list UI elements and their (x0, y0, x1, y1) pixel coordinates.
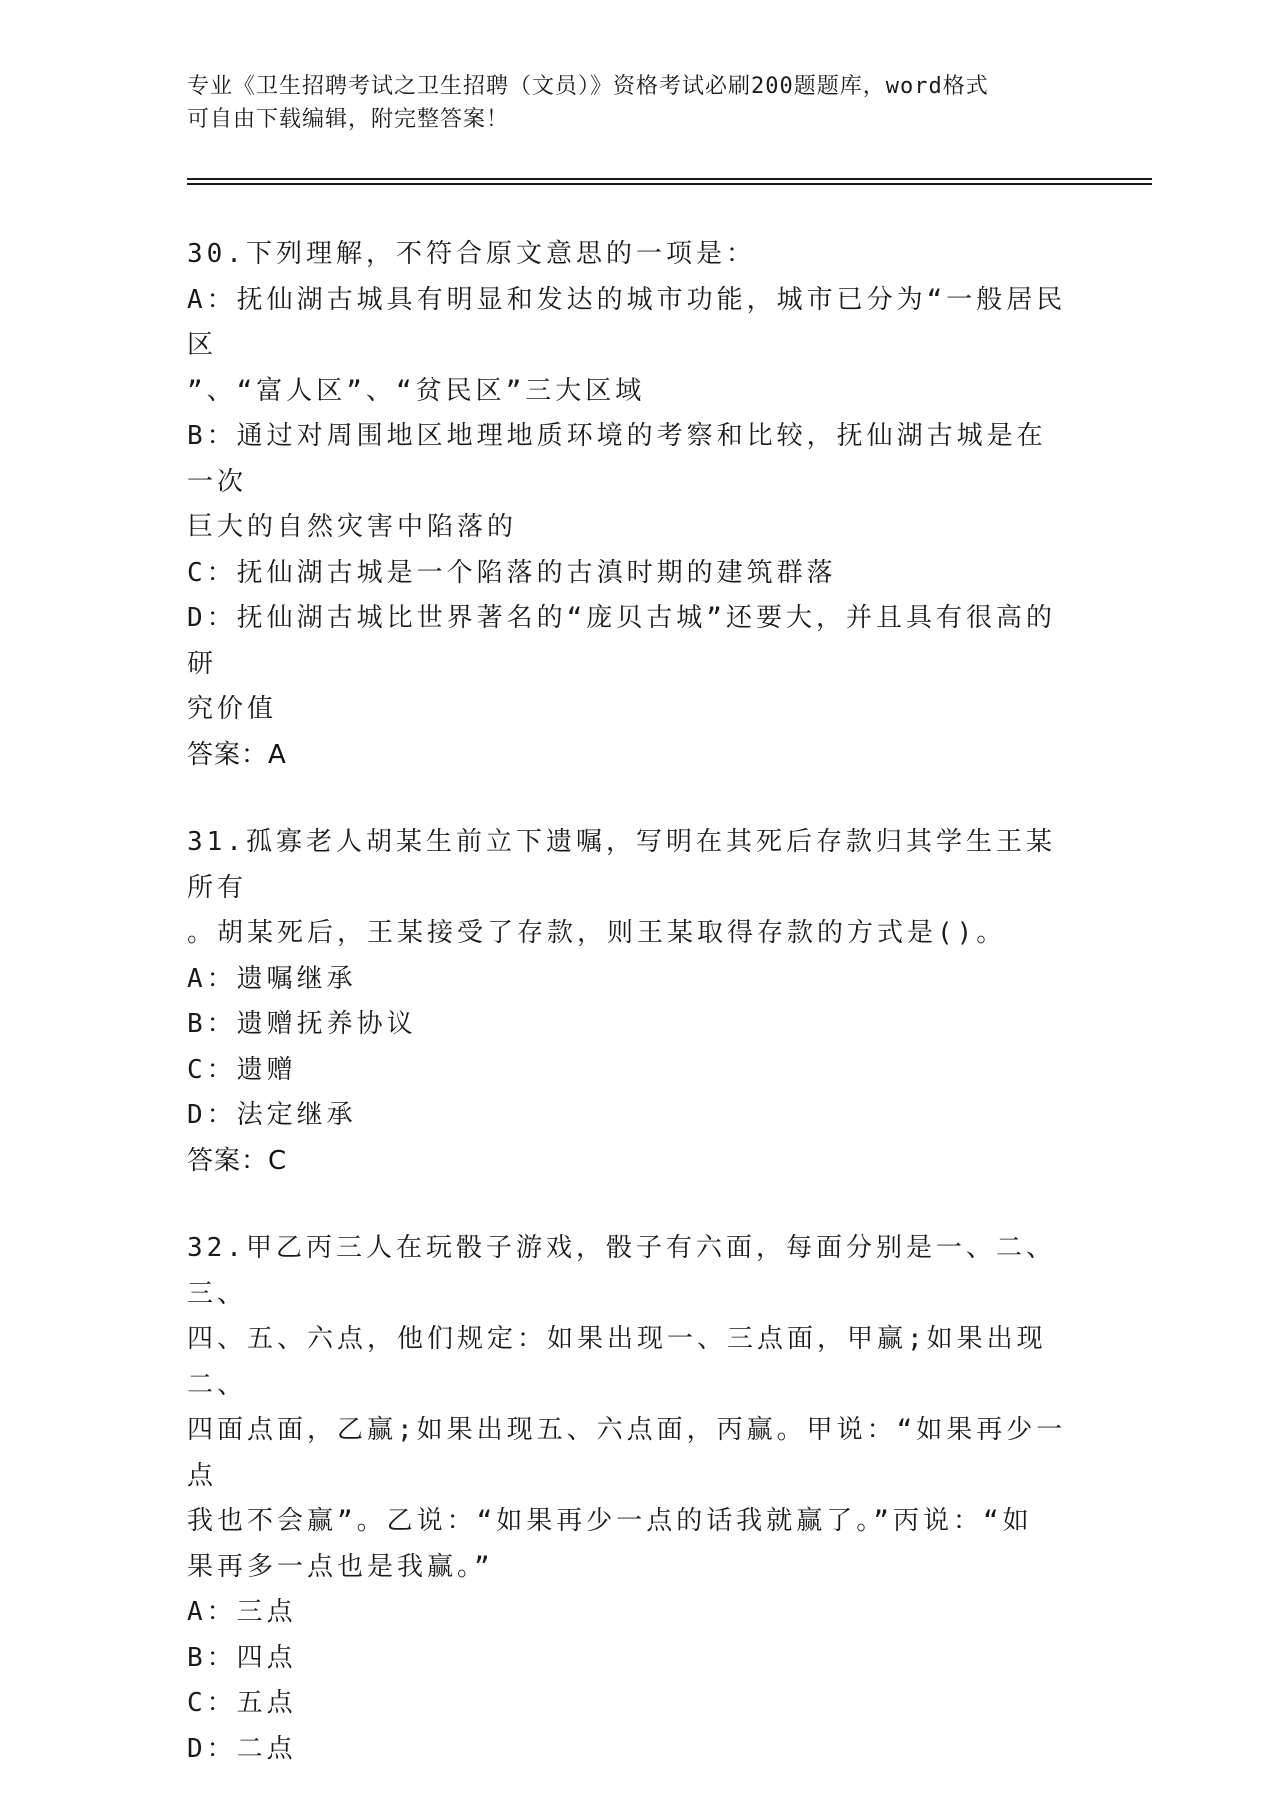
answer-label: 答案：C (187, 1145, 288, 1176)
document-page (187, 70, 1087, 136)
option-b: B：通过对周围地区地理地质环境的考察和比较，抚仙湖古城是在一次 (187, 421, 1047, 497)
option-d: D：抚仙湖古城比世界著名的“庞贝古城”还要大，并且具有很高的研 (187, 603, 1056, 679)
header-double-rule (187, 178, 1152, 185)
option-c: C：抚仙湖古城是一个陷落的古滇时期的建筑群落 (187, 557, 837, 588)
option-d: D：二点 (187, 1733, 297, 1764)
option-c: C：遗赠 (187, 1054, 297, 1085)
question-stem: 30.下列理解，不符合原文意思的一项是： (187, 239, 756, 269)
question-stem: 32.甲乙丙三人在玩骰子游戏，骰子有六面，每面分别是一、二、三、 (187, 1233, 1056, 1309)
header-line-1: 专业《卫生招聘考试之卫生招聘（文员）》资格考试必刷200题题库，word格式 (187, 74, 989, 99)
question-stem-continued: 我也不会赢”。乙说：“如果再少一点的话我就赢了。”丙说：“如 (187, 1506, 1033, 1536)
header-rule-top (187, 178, 1152, 180)
question-stem: 31.孤寡老人胡某生前立下遗嘱，写明在其死后存款归其学生王某所有 (187, 827, 1056, 903)
option-a: A：抚仙湖古城具有明显和发达的城市功能，城市已分为“一般居民区 (187, 284, 1067, 360)
option-d: D：法定继承 (187, 1100, 357, 1130)
header-line-2: 可自由下载编辑，附完整答案！ (187, 107, 510, 132)
option-c: C：五点 (187, 1688, 297, 1718)
header-rule-bottom (187, 183, 1152, 185)
question-32 (187, 1226, 1067, 1772)
option-d-continued: 究价值 (187, 694, 278, 724)
answer-label: 答案：A (187, 739, 287, 770)
question-stem-continued: 四、五、六点，他们规定：如果出现一、三点面，甲赢;如果出现二、 (187, 1324, 1047, 1400)
question-list (187, 232, 1067, 1814)
option-a-continued: ”、“富人区”、“贫民区”三大区域 (187, 375, 646, 406)
question-30 (187, 232, 1067, 778)
question-stem-continued: 四面点面，乙赢;如果出现五、六点面，丙赢。甲说：“如果再少一点 (187, 1415, 1067, 1491)
document-header (187, 70, 1067, 136)
question-stem-continued: 。胡某死后，王某接受了存款，则王某取得存款的方式是()。 (187, 918, 1007, 948)
option-a: A：遗嘱继承 (187, 963, 357, 994)
option-b: B：四点 (187, 1642, 297, 1673)
option-a: A：三点 (187, 1597, 297, 1627)
question-stem-continued: 果再多一点也是我赢。” (187, 1551, 494, 1582)
option-b-continued: 巨大的自然灾害中陷落的 (187, 512, 518, 542)
option-b: B：遗赠抚养协议 (187, 1009, 417, 1039)
question-31 (187, 820, 1067, 1184)
